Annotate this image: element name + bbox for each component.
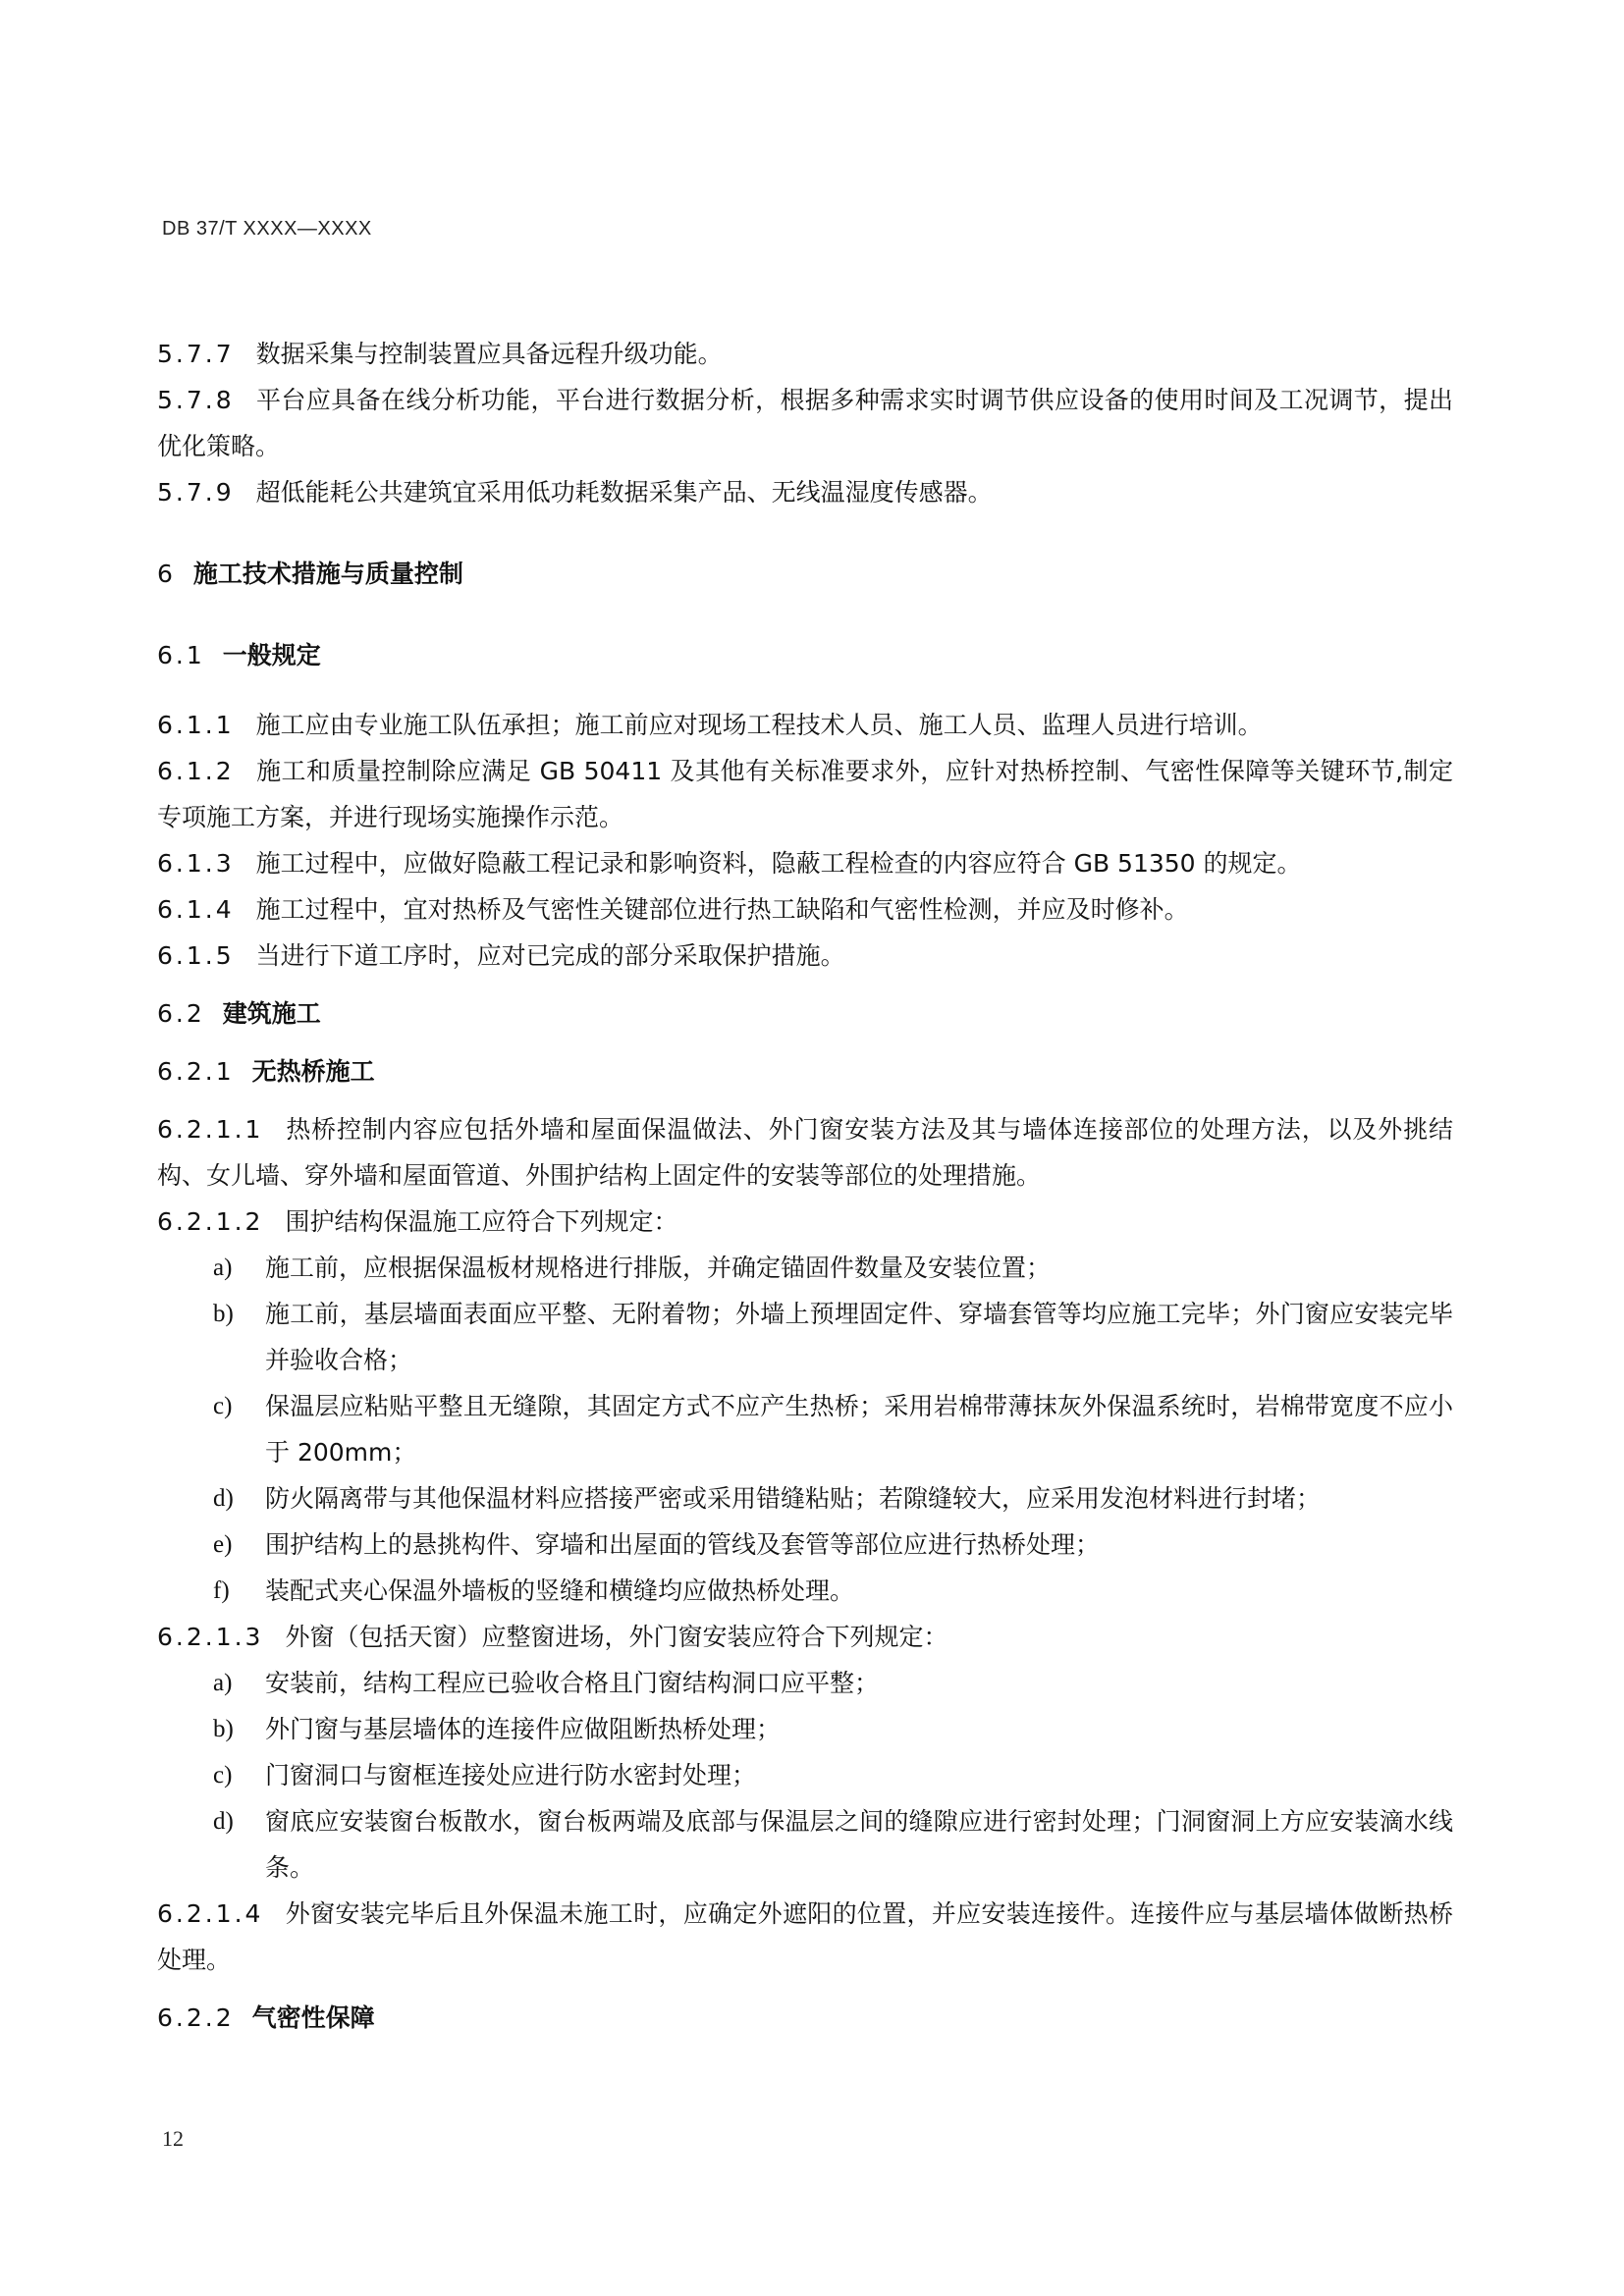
list-item: d) 窗底应安装窗台板散水，窗台板两端及底部与保温层之间的缝隙应进行密封处理；门洞窗洞上方应安装滴水线条。 (213, 1807, 1453, 1882)
clause-6-2-1-2: 6.2.1.2 围护结构保温施工应符合下列规定： (157, 1207, 678, 1236)
clause-6-1-4: 6.1.4 施工过程中，宜对热桥及气密性关键部位进行热工缺陷和气密性检测，并应及时修补。 (157, 895, 1189, 924)
list-item: e) 围护结构上的悬挑构件、穿墙和出屋面的管线及套管等部位应进行热桥处理； (213, 1530, 1101, 1559)
list-item: c) 保温层应粘贴平整且无缝隙，其固定方式不应产生热桥；采用岩棉带薄抹灰外保温系统时，岩棉带宽度不应小于 200mm； (213, 1392, 1453, 1467)
clause-5-7-9: 5.7.9 超低能耗公共建筑宜采用低功耗数据采集产品、无线温湿度传感器。 (157, 478, 993, 507)
page-content (157, 331, 1453, 2041)
page-number: 12 (162, 2126, 184, 2151)
section-6-1-heading: 6.1 一般规定 (157, 641, 321, 669)
section-6-2-heading: 6.2 建筑施工 (157, 999, 321, 1028)
clause-6-1-3: 6.1.3 施工过程中，应做好隐蔽工程记录和影响资料，隐蔽工程检查的内容应符合 GB 51350 的规定。 (157, 849, 1302, 878)
list-item: f) 装配式夹心保温外墙板的竖缝和横缝均应做热桥处理。 (213, 1576, 855, 1605)
clause-6-1-2: 6.1.2 施工和质量控制除应满足 GB 50411 及其他有关标准要求外，应针对热桥控制、气密性保障等关键环节,制定专项施工方案，并进行现场实施操作示范。 (157, 757, 1453, 831)
list-item: c) 门窗洞口与窗框连接处应进行防水密封处理； (213, 1761, 757, 1789)
clause-6-1-5: 6.1.5 当进行下道工序时，应对已完成的部分采取保护措施。 (157, 941, 845, 970)
list-item: d) 防火隔离带与其他保温材料应搭接严密或采用错缝粘贴；若隙缝较大，应采用发泡材料进行封堵； (213, 1484, 1322, 1513)
list-item: a) 施工前，应根据保温板材规格进行排版，并确定锚固件数量及安装位置； (213, 1254, 1052, 1282)
document-code: DB 37/T XXXX—XXXX (162, 218, 372, 240)
clause-6-2-1-3: 6.2.1.3 外窗（包括天窗）应整窗进场，外门窗安装应符合下列规定： (157, 1623, 948, 1651)
list-item: b) 施工前，基层墙面表面应平整、无附着物；外墙上预埋固定件、穿墙套管等均应施工完毕；外门窗应安装完毕并验收合格； (213, 1300, 1453, 1374)
clause-5-7-8: 5.7.8 平台应具备在线分析功能，平台进行数据分析，根据多种需求实时调节供应设备的使用时间及工况调节，提出优化策略。 (157, 386, 1453, 460)
clause-5-7-7: 5.7.7 数据采集与控制装置应具备远程升级功能。 (157, 340, 723, 368)
list-item: a) 安装前，结构工程应已验收合格且门窗结构洞口应平整； (213, 1669, 880, 1697)
clause-6-2-1-1: 6.2.1.1 热桥控制内容应包括外墙和屋面保温做法、外门窗安装方法及其与墙体连接部位的处理方法，以及外挑结构、女儿墙、穿外墙和屋面管道、外围护结构上固定件的安装等部位的处理措施。 (157, 1115, 1453, 1190)
chapter-6-heading: 6 施工技术措施与质量控制 (157, 560, 463, 588)
subsection-6-2-1-heading: 6.2.1 无热桥施工 (157, 1057, 375, 1086)
clause-6-2-1-4: 6.2.1.4 外窗安装完毕后且外保温未施工时，应确定外遮阳的位置，并应安装连接件。连接件应与基层墙体做断热桥处理。 (157, 1899, 1453, 1974)
subsection-6-2-2-heading: 6.2.2 气密性保障 (157, 2003, 375, 2032)
list-item: b) 外门窗与基层墙体的连接件应做阻断热桥处理； (213, 1715, 782, 1743)
clause-6-1-1: 6.1.1 施工应由专业施工队伍承担；施工前应对现场工程技术人员、施工人员、监理人员进行培训。 (157, 711, 1263, 739)
